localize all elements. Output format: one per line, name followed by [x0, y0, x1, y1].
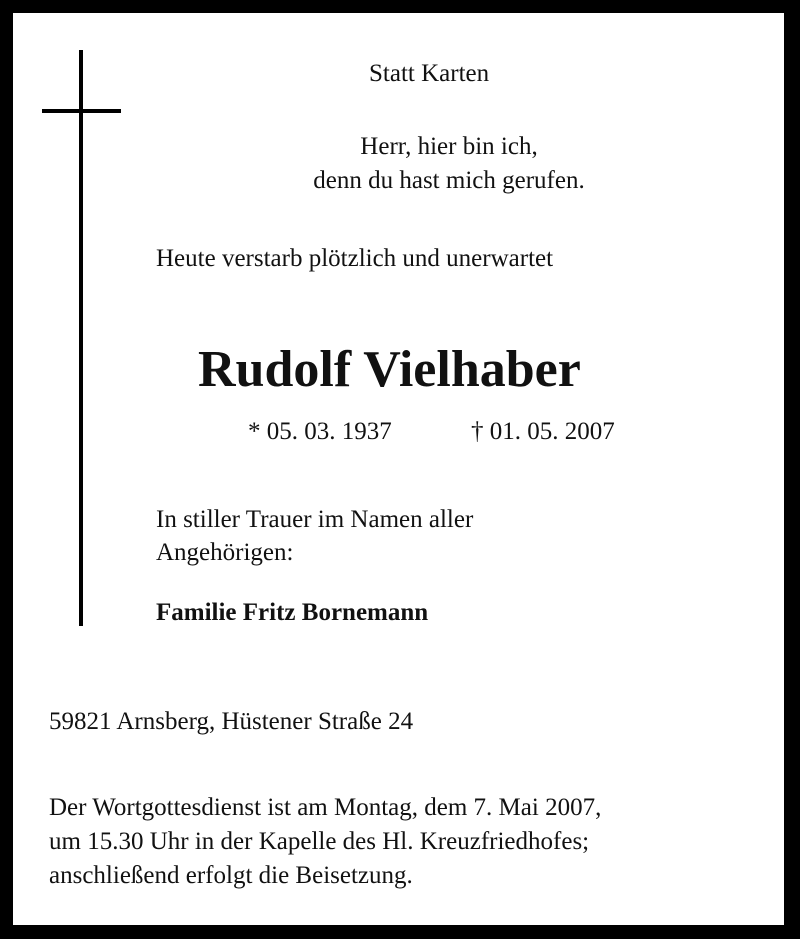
death-date: † 01. 05. 2007 [471, 418, 615, 445]
birth-date: * 05. 03. 1937 [248, 418, 392, 445]
family-name: Familie Fritz Bornemann [156, 599, 429, 626]
verse-line-2: denn du hast mich gerufen. [313, 167, 585, 194]
intro-text: Heute verstarb plötzlich und unerwartet [156, 245, 554, 272]
verse-line-1: Herr, hier bin ich, [360, 133, 538, 160]
service-line-3: anschließend erfolgt die Beisetzung. [49, 862, 413, 889]
mourning-line-2: Angehörigen: [156, 539, 294, 566]
header-statt-karten: Statt Karten [369, 60, 490, 87]
cross-vertical-bar [79, 50, 83, 626]
service-line-2: um 15.30 Uhr in der Kapelle des Hl. Kreuzfriedhofes; [49, 828, 590, 855]
address: 59821 Arnsberg, Hüstener Straße 24 [49, 708, 414, 735]
service-line-1: Der Wortgottesdienst ist am Montag, dem 7. Mai 2007, [49, 794, 602, 821]
cross-horizontal-bar [42, 109, 121, 113]
mourning-line-1: In stiller Trauer im Namen aller [156, 506, 474, 533]
deceased-name: Rudolf Vielhaber [198, 341, 581, 398]
